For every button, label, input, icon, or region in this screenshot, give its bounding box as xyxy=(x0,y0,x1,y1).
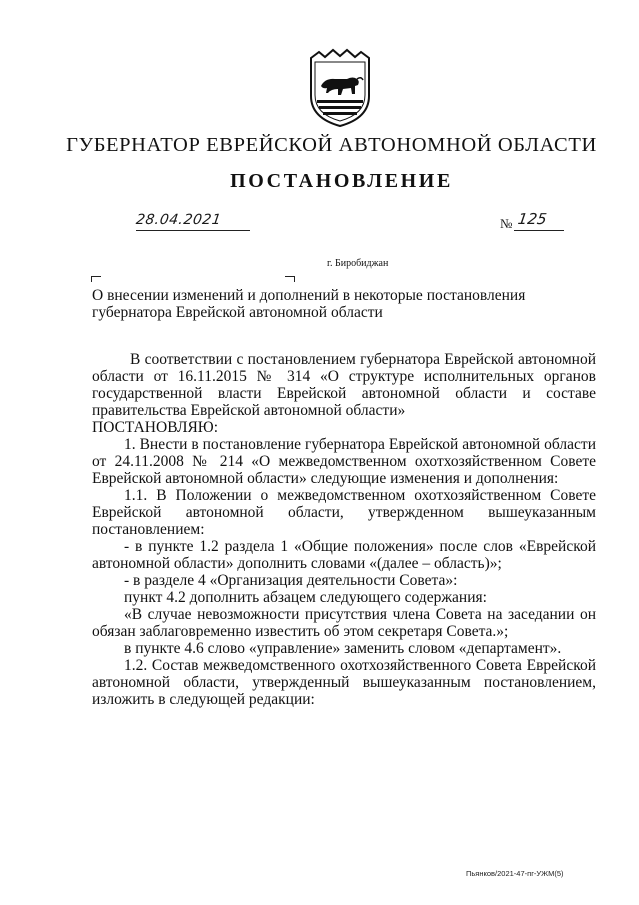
paragraph-1-1-e: в пункте 4.6 слово «управление» заменить словом «департамент». xyxy=(124,640,562,657)
subject-corner-right xyxy=(285,276,295,282)
paragraph-1-1-a: - в пункте 1.2 раздела 1 «Общие положения» после слов «Еврейской автономной области» дополнить словами «(далее – область)»; xyxy=(92,538,596,572)
city-label: г. Биробиджан xyxy=(327,258,389,269)
governor-title: ГУБЕРНАТОР ЕВРЕЙСКОЙ АВТОНОМНОЙ ОБЛАСТИ xyxy=(66,134,597,156)
document-body xyxy=(92,351,596,708)
footer-document-code: Пьянков/2021-47-пг-УЖМ(5) xyxy=(466,869,564,878)
paragraph-1-1-d: «В случае невозможности присутствия члена Совета на заседании он обязан заблаговременно известить об этом секретаря Совета.»; xyxy=(92,606,596,640)
preamble-paragraph: В соответствии с постановлением губернатора Еврейской автономной области от 16.11.2015 № 314 «О структуре исполнительных органов государственной власти Еврейской автономной области и составе правительства Еврейской автономной области» xyxy=(92,351,596,419)
paragraph-1-1-c: пункт 4.2 дополнить абзацем следующего содержания: xyxy=(124,589,487,606)
paragraph-1: 1. Внести в постановление губернатора Еврейской автономной области от 24.11.2008 № 214 «О межведомственном охотхозяйственном Совете Еврейской автономной области» следующие изменения и дополнения: xyxy=(92,436,596,487)
coat-of-arms-tiger-icon xyxy=(303,48,377,128)
handwritten-date: 28.04.2021 xyxy=(134,212,223,228)
handwritten-number: 125 xyxy=(516,210,548,228)
number-label: № xyxy=(500,216,513,231)
paragraph-1-1: 1.1. В Положении о межведомственном охотхозяйственном Совете Еврейской автономной области, утвержденном вышеуказанным постановлением: xyxy=(92,487,596,538)
number-underline xyxy=(514,230,564,231)
paragraph-1-2: 1.2. Состав межведомственного охотхозяйственного Совета Еврейской автономной области, утвержденный вышеуказанным постановлением, изложить в следующей редакции: xyxy=(92,657,596,708)
document-subject: О внесении изменений и дополнений в некоторые постановления губернатора Еврейской автономной области xyxy=(92,287,526,321)
resolve-word: ПОСТАНОВЛЯЮ: xyxy=(92,419,219,436)
date-underline xyxy=(136,230,250,231)
paragraph-1-1-b: - в разделе 4 «Организация деятельности Совета»: xyxy=(124,572,458,589)
document-type-title: ПОСТАНОВЛЕНИЕ xyxy=(230,170,453,192)
subject-corner-left xyxy=(91,276,101,282)
